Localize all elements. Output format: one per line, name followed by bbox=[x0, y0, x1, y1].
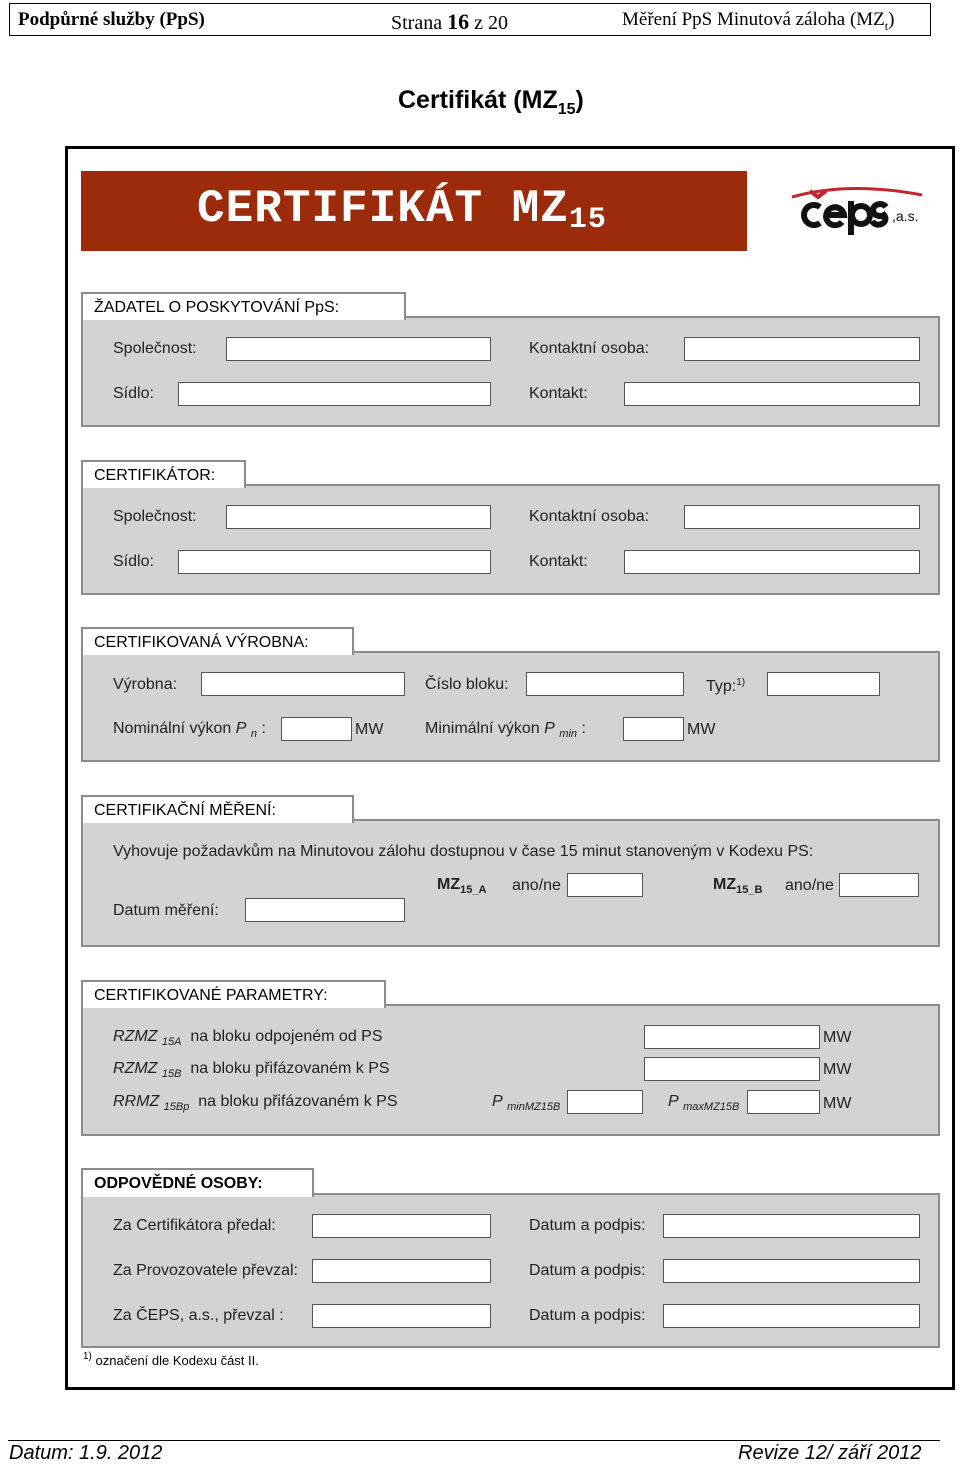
nominal-power-label: Nominální výkon P $_n$ : bbox=[113, 720, 266, 740]
date-sign-label-3: Datum a podpis: bbox=[529, 1307, 646, 1324]
applicant-contact-person-label: Kontaktní osoba: bbox=[529, 340, 650, 357]
page-header bbox=[9, 3, 931, 36]
certifier-handover-field[interactable] bbox=[312, 1214, 491, 1238]
document-title: Certifikát $(MZ_{15})$ bbox=[398, 86, 584, 118]
ceps-takeover-field[interactable] bbox=[312, 1304, 491, 1328]
applicant-contact-person-field[interactable] bbox=[684, 337, 920, 361]
param-row1-label: RZMZ $_{15A}$ na bloku odpojeném od PS bbox=[113, 1028, 383, 1048]
ceps-takeover-label: Za ČEPS, a.s., převzal : bbox=[113, 1307, 284, 1324]
mz15b-yes-no-label: ano/ne bbox=[785, 877, 834, 894]
applicant-panel bbox=[81, 316, 940, 427]
certifier-seat-field[interactable] bbox=[178, 550, 491, 574]
pmin-field[interactable] bbox=[567, 1090, 643, 1114]
certifier-section-title: CERTIFIKÁTOR: bbox=[81, 460, 246, 488]
date-sign-label-2: Datum a podpis: bbox=[529, 1262, 646, 1279]
param-row1-unit: MW bbox=[823, 1029, 852, 1046]
svg-text:,a.s.: ,a.s. bbox=[892, 208, 919, 224]
parameters-section-title: CERTIFIKOVANÉ PARAMETRY: bbox=[81, 980, 386, 1008]
min-power-label: Minimální výkon P $_{min}$ : bbox=[425, 720, 586, 740]
footer-date: Datum: 1.9. 2012 bbox=[9, 1442, 163, 1464]
banner-title: CERTIFIKÁT $MZ_{15}$ bbox=[197, 183, 607, 237]
certifier-handover-label: Za Certifikátora předal: bbox=[113, 1217, 276, 1234]
certifier-contact-person-label: Kontaktní osoba: bbox=[529, 508, 650, 525]
footer-divider bbox=[8, 1440, 940, 1441]
type-field[interactable] bbox=[767, 672, 880, 696]
header-left: Podpůrné služby (PpS) bbox=[18, 9, 205, 30]
param-row2-label: RZMZ $_{15B}$ na bloku přifázovaném k PS bbox=[113, 1060, 390, 1080]
mz15a-yes-no-label: ano/ne bbox=[512, 877, 561, 894]
applicant-contact-field[interactable] bbox=[624, 382, 920, 406]
block-number-label: Číslo bloku: bbox=[425, 676, 509, 693]
date-sign-field-2[interactable] bbox=[663, 1259, 920, 1283]
param-row1-field[interactable] bbox=[644, 1025, 820, 1049]
param-row3-label: RRMZ $_{15Bp}$ na bloku přifázovaném k PS bbox=[113, 1093, 398, 1113]
date-sign-field-1[interactable] bbox=[663, 1214, 920, 1238]
header-right: Měření PpS Minutová záloha $(MZ_t)$ bbox=[622, 9, 895, 33]
certifier-panel bbox=[81, 484, 940, 595]
min-power-unit: MW bbox=[687, 721, 716, 738]
applicant-section-title: ŽADATEL O POSKYTOVÁNÍ PpS: bbox=[81, 292, 406, 320]
certifier-company-label: Společnost: bbox=[113, 508, 197, 525]
applicant-contact-label: Kontakt: bbox=[529, 385, 588, 402]
certifier-company-field[interactable] bbox=[226, 505, 491, 529]
certifier-contact-label: Kontakt: bbox=[529, 553, 588, 570]
measurement-date-field[interactable] bbox=[245, 898, 405, 922]
responsible-section-title: ODPOVĚDNÉ OSOBY: bbox=[81, 1168, 314, 1197]
ceps-logo-icon bbox=[788, 185, 928, 242]
nominal-power-field[interactable] bbox=[281, 717, 352, 741]
measurement-date-label: Datum měření: bbox=[113, 902, 219, 919]
footnote: $^{1)}$ označení dle Kodexu část II. bbox=[83, 1351, 259, 1368]
plant-section-title: CERTIFIKOVANÁ VÝROBNA: bbox=[81, 627, 354, 655]
nominal-power-unit: MW bbox=[355, 721, 384, 738]
pmax-unit: MW bbox=[823, 1095, 852, 1112]
date-sign-label-1: Datum a podpis: bbox=[529, 1217, 646, 1234]
measurement-section-title: CERTIFIKAČNÍ MĚŘENÍ: bbox=[81, 795, 354, 823]
param-row2-unit: MW bbox=[823, 1061, 852, 1078]
footer-revision: Revize 12/ září 2012 bbox=[738, 1442, 922, 1464]
block-number-field[interactable] bbox=[526, 672, 684, 696]
pmax-field[interactable] bbox=[747, 1090, 820, 1114]
mz15a-label: $MZ_{15\_A}$ bbox=[437, 876, 487, 896]
measurement-statement: Vyhovuje požadavkům na Minutovou zálohu dostupnou v čase 15 minut stanoveným v Kodexu PS: bbox=[113, 843, 814, 860]
mz15a-field[interactable] bbox=[567, 873, 643, 897]
plant-field[interactable] bbox=[201, 672, 405, 696]
mz15b-field[interactable] bbox=[839, 873, 919, 897]
min-power-field[interactable] bbox=[623, 717, 684, 741]
certifier-contact-field[interactable] bbox=[624, 550, 920, 574]
plant-panel bbox=[81, 651, 940, 762]
header-center: Strana 16 z 20 bbox=[391, 9, 508, 34]
operator-takeover-field[interactable] bbox=[312, 1259, 491, 1283]
applicant-seat-field[interactable] bbox=[178, 382, 491, 406]
plant-label: Výrobna: bbox=[113, 676, 178, 693]
applicant-seat-label: Sídlo: bbox=[113, 385, 154, 402]
pmax-label: P $_{maxMZ15B}$ bbox=[668, 1093, 740, 1113]
param-row2-field[interactable] bbox=[644, 1057, 820, 1081]
type-label: Typ:$^{1)}$ bbox=[706, 677, 746, 695]
mz15b-label: $MZ_{15\_B}$ bbox=[713, 876, 763, 896]
certifier-seat-label: Sídlo: bbox=[113, 553, 154, 570]
certifier-contact-person-field[interactable] bbox=[684, 505, 920, 529]
operator-takeover-label: Za Provozovatele převzal: bbox=[113, 1262, 298, 1279]
applicant-company-field[interactable] bbox=[226, 337, 491, 361]
pmin-label: P $_{minMZ15B}$ bbox=[492, 1093, 561, 1113]
applicant-company-label: Společnost: bbox=[113, 340, 197, 357]
date-sign-field-3[interactable] bbox=[663, 1304, 920, 1328]
